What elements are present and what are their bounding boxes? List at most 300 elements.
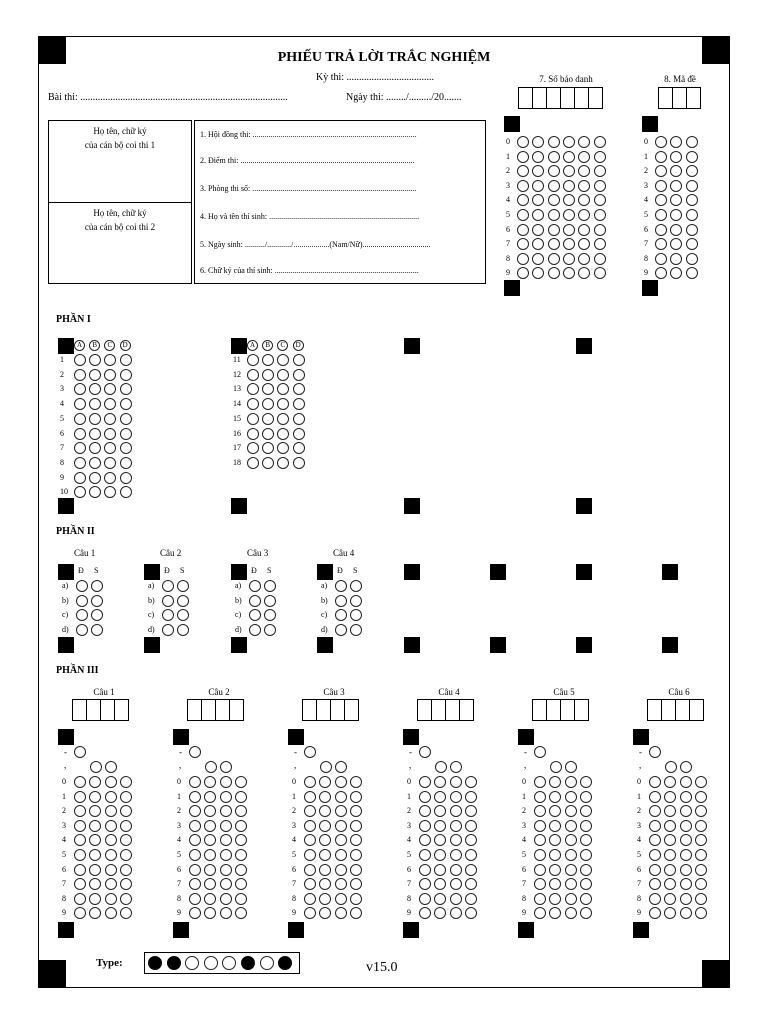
answer-bubble[interactable] [105,878,117,890]
answer-bubble[interactable] [105,834,117,846]
digit-box[interactable] [229,699,244,721]
answer-bubble[interactable] [120,369,132,381]
answer-bubble[interactable] [220,864,232,876]
answer-bubble[interactable] [220,878,232,890]
answer-bubble[interactable] [120,805,132,817]
answer-bubble[interactable] [293,369,305,381]
answer-bubble[interactable] [220,820,232,832]
digit-box[interactable] [431,699,446,721]
answer-bubble[interactable] [304,820,316,832]
answer-bubble[interactable] [74,457,86,469]
answer-bubble[interactable] [235,864,247,876]
answer-bubble[interactable] [304,776,316,788]
candidate-number-bubble[interactable] [548,253,560,265]
candidate-number-bubble[interactable] [594,194,606,206]
answer-bubble[interactable] [580,776,592,788]
candidate-number-bubble[interactable] [532,151,544,163]
info-field-5[interactable]: 5. Ngày sinh: ........../............/..................(Nam/Nữ).................................. [200,240,431,249]
exam-code-bubble[interactable] [686,165,698,177]
answer-bubble[interactable] [695,805,707,817]
answer-bubble[interactable] [450,820,462,832]
answer-bubble[interactable] [680,878,692,890]
answer-bubble[interactable] [465,849,477,861]
answer-bubble[interactable] [235,805,247,817]
answer-bubble[interactable] [105,820,117,832]
candidate-number-bubble[interactable] [563,253,575,265]
answer-bubble[interactable] [220,805,232,817]
digit-box[interactable] [215,699,230,721]
true-bubble[interactable] [162,595,174,607]
comma-bubble[interactable] [220,761,232,773]
comma-bubble[interactable] [450,761,462,773]
digit-box[interactable] [672,87,687,109]
answer-bubble[interactable] [680,834,692,846]
answer-bubble[interactable] [235,893,247,905]
answer-bubble[interactable] [105,776,117,788]
candidate-number-bubble[interactable] [563,180,575,192]
answer-bubble[interactable] [74,354,86,366]
answer-bubble[interactable] [580,849,592,861]
answer-bubble[interactable] [649,776,661,788]
answer-bubble[interactable] [89,820,101,832]
digit-box[interactable] [675,699,690,721]
answer-bubble[interactable] [335,878,347,890]
answer-bubble[interactable] [105,805,117,817]
answer-bubble[interactable] [450,878,462,890]
candidate-number-bubble[interactable] [548,224,560,236]
answer-bubble[interactable] [235,820,247,832]
answer-bubble[interactable] [89,413,101,425]
answer-bubble[interactable] [277,369,289,381]
digit-box[interactable] [302,699,317,721]
exam-code-bubble[interactable] [670,224,682,236]
answer-bubble[interactable] [277,428,289,440]
true-bubble[interactable] [249,624,261,636]
comma-bubble[interactable] [205,761,217,773]
digit-box[interactable] [560,87,575,109]
candidate-number-bubble[interactable] [563,151,575,163]
answer-bubble[interactable] [120,820,132,832]
true-bubble[interactable] [76,595,88,607]
answer-bubble[interactable] [565,907,577,919]
answer-bubble[interactable] [335,907,347,919]
answer-bubble[interactable] [120,354,132,366]
answer-bubble[interactable] [120,893,132,905]
exam-code-bubble[interactable] [655,180,667,192]
answer-bubble[interactable] [120,486,132,498]
answer-bubble[interactable] [235,878,247,890]
answer-bubble[interactable] [434,820,446,832]
answer-bubble[interactable] [465,791,477,803]
answer-bubble[interactable] [319,893,331,905]
digit-box[interactable] [574,699,589,721]
digit-box[interactable] [316,699,331,721]
minus-bubble[interactable] [534,746,546,758]
info-field-3[interactable]: 3. Phòng thi số: .................................................................................. [200,184,417,193]
digit-box[interactable] [417,699,432,721]
answer-bubble[interactable] [104,369,116,381]
answer-bubble[interactable] [534,849,546,861]
candidate-number-bubble[interactable] [517,151,529,163]
candidate-number-bubble[interactable] [532,253,544,265]
answer-bubble[interactable] [565,893,577,905]
digit-box[interactable] [459,699,474,721]
answer-digit-boxes[interactable] [418,699,474,721]
answer-bubble[interactable] [105,791,117,803]
candidate-number-bubble[interactable] [578,224,590,236]
digit-box[interactable] [574,87,589,109]
true-bubble[interactable] [249,595,261,607]
answer-bubble[interactable] [247,428,259,440]
candidate-number-bubble[interactable] [563,209,575,221]
candidate-number-bubble[interactable] [548,238,560,250]
candidate-number-bubble[interactable] [563,238,575,250]
answer-bubble[interactable] [335,776,347,788]
answer-bubble[interactable] [304,864,316,876]
candidate-number-bubble[interactable] [517,180,529,192]
answer-bubble[interactable] [74,428,86,440]
answer-bubble[interactable] [680,776,692,788]
answer-bubble[interactable] [262,413,274,425]
exam-code-bubble[interactable] [686,253,698,265]
exam-code-bubble[interactable] [686,180,698,192]
answer-bubble[interactable] [319,820,331,832]
comma-bubble[interactable] [320,761,332,773]
candidate-number-bubble[interactable] [594,253,606,265]
candidate-number-bubble[interactable] [548,165,560,177]
answer-bubble[interactable] [220,776,232,788]
answer-bubble[interactable] [450,864,462,876]
answer-bubble[interactable] [293,354,305,366]
answer-bubble[interactable] [649,849,661,861]
answer-bubble[interactable] [189,849,201,861]
false-bubble[interactable] [177,595,189,607]
answer-bubble[interactable] [565,849,577,861]
answer-bubble[interactable] [120,791,132,803]
answer-bubble[interactable] [335,849,347,861]
answer-bubble[interactable] [104,428,116,440]
answer-bubble[interactable] [220,791,232,803]
answer-bubble[interactable] [105,849,117,861]
candidate-number-bubble[interactable] [532,224,544,236]
answer-bubble[interactable] [450,834,462,846]
digit-box[interactable] [588,87,603,109]
answer-bubble[interactable] [419,776,431,788]
answer-bubble[interactable] [419,864,431,876]
candidate-number-bubble[interactable] [594,209,606,221]
answer-bubble[interactable] [105,907,117,919]
answer-bubble[interactable] [89,893,101,905]
false-bubble[interactable] [350,595,362,607]
candidate-number-bubble[interactable] [517,253,529,265]
answer-bubble[interactable] [74,864,86,876]
answer-bubble[interactable] [89,472,101,484]
answer-bubble[interactable] [680,791,692,803]
digit-box[interactable] [560,699,575,721]
answer-bubble[interactable] [465,864,477,876]
answer-bubble[interactable] [120,849,132,861]
minus-bubble[interactable] [649,746,661,758]
answer-bubble[interactable] [565,776,577,788]
answer-bubble[interactable] [649,893,661,905]
answer-bubble[interactable] [450,849,462,861]
answer-bubble[interactable] [534,791,546,803]
candidate-number-boxes[interactable] [519,87,603,109]
digit-box[interactable] [187,699,202,721]
answer-bubble[interactable] [74,369,86,381]
candidate-number-bubble[interactable] [548,194,560,206]
answer-bubble[interactable] [204,864,216,876]
minus-bubble[interactable] [304,746,316,758]
answer-bubble[interactable] [120,428,132,440]
answer-bubble[interactable] [350,820,362,832]
answer-bubble[interactable] [120,457,132,469]
answer-bubble[interactable] [419,820,431,832]
answer-bubble[interactable] [580,791,592,803]
info-field-1[interactable]: 1. Hội đồng thi: .................................................................................. [200,130,417,139]
answer-bubble[interactable] [204,820,216,832]
answer-bubble[interactable] [74,413,86,425]
exam-code-bubble[interactable] [670,180,682,192]
answer-bubble[interactable] [350,805,362,817]
answer-bubble[interactable] [105,864,117,876]
comma-bubble[interactable] [335,761,347,773]
candidate-number-bubble[interactable] [563,165,575,177]
answer-bubble[interactable] [695,849,707,861]
false-bubble[interactable] [264,624,276,636]
false-bubble[interactable] [350,624,362,636]
answer-bubble[interactable] [350,893,362,905]
answer-bubble[interactable] [335,834,347,846]
answer-bubble[interactable] [565,820,577,832]
answer-bubble[interactable] [465,776,477,788]
answer-bubble[interactable] [120,864,132,876]
exam-code-bubble[interactable] [670,151,682,163]
exam-code-bubble[interactable] [655,151,667,163]
answer-bubble[interactable] [235,849,247,861]
answer-bubble[interactable] [293,442,305,454]
answer-digit-boxes[interactable] [73,699,129,721]
answer-bubble[interactable] [450,776,462,788]
false-bubble[interactable] [91,580,103,592]
exam-code-bubble[interactable] [686,209,698,221]
answer-bubble[interactable] [649,864,661,876]
answer-bubble[interactable] [262,369,274,381]
exam-code-bubble[interactable] [686,151,698,163]
answer-bubble[interactable] [649,791,661,803]
exam-code-bubble[interactable] [686,238,698,250]
answer-bubble[interactable] [450,893,462,905]
answer-bubble[interactable] [419,849,431,861]
candidate-number-bubble[interactable] [594,165,606,177]
answer-bubble[interactable] [434,791,446,803]
answer-bubble[interactable] [534,776,546,788]
answer-bubble[interactable] [335,864,347,876]
answer-bubble[interactable] [664,791,676,803]
candidate-number-bubble[interactable] [548,136,560,148]
true-bubble[interactable] [76,580,88,592]
answer-bubble[interactable] [120,413,132,425]
answer-bubble[interactable] [434,893,446,905]
answer-bubble[interactable] [664,820,676,832]
digit-box[interactable] [445,699,460,721]
candidate-number-bubble[interactable] [578,180,590,192]
answer-bubble[interactable] [580,864,592,876]
answer-bubble[interactable] [465,893,477,905]
exam-code-bubble[interactable] [655,136,667,148]
false-bubble[interactable] [91,624,103,636]
candidate-number-bubble[interactable] [563,224,575,236]
answer-bubble[interactable] [89,457,101,469]
answer-bubble[interactable] [262,428,274,440]
answer-bubble[interactable] [695,864,707,876]
false-bubble[interactable] [177,580,189,592]
candidate-number-bubble[interactable] [594,136,606,148]
answer-bubble[interactable] [89,791,101,803]
true-bubble[interactable] [249,580,261,592]
digit-box[interactable] [546,699,561,721]
answer-bubble[interactable] [534,893,546,905]
answer-bubble[interactable] [74,820,86,832]
answer-bubble[interactable] [580,820,592,832]
false-bubble[interactable] [350,580,362,592]
answer-bubble[interactable] [189,776,201,788]
answer-bubble[interactable] [120,472,132,484]
answer-bubble[interactable] [319,791,331,803]
answer-bubble[interactable] [680,805,692,817]
answer-digit-boxes[interactable] [188,699,244,721]
answer-bubble[interactable] [220,893,232,905]
minus-bubble[interactable] [189,746,201,758]
answer-bubble[interactable] [74,776,86,788]
answer-bubble[interactable] [120,776,132,788]
answer-bubble[interactable] [335,791,347,803]
answer-bubble[interactable] [293,413,305,425]
false-bubble[interactable] [264,580,276,592]
answer-bubble[interactable] [247,457,259,469]
comma-bubble[interactable] [565,761,577,773]
answer-bubble[interactable] [450,791,462,803]
candidate-number-bubble[interactable] [548,151,560,163]
answer-bubble[interactable] [247,354,259,366]
digit-box[interactable] [532,87,547,109]
answer-bubble[interactable] [235,791,247,803]
true-bubble[interactable] [335,595,347,607]
digit-box[interactable] [518,87,533,109]
answer-bubble[interactable] [465,820,477,832]
candidate-number-bubble[interactable] [517,209,529,221]
answer-bubble[interactable] [319,864,331,876]
digit-box[interactable] [689,699,704,721]
comma-bubble[interactable] [665,761,677,773]
answer-bubble[interactable] [220,834,232,846]
candidate-number-bubble[interactable] [532,180,544,192]
answer-digit-boxes[interactable] [303,699,359,721]
comma-bubble[interactable] [105,761,117,773]
candidate-number-bubble[interactable] [548,267,560,279]
answer-bubble[interactable] [293,398,305,410]
candidate-number-bubble[interactable] [594,238,606,250]
candidate-number-bubble[interactable] [594,224,606,236]
answer-bubble[interactable] [695,820,707,832]
answer-bubble[interactable] [565,805,577,817]
digit-box[interactable] [86,699,101,721]
candidate-number-bubble[interactable] [517,136,529,148]
comma-bubble[interactable] [680,761,692,773]
answer-bubble[interactable] [335,820,347,832]
answer-bubble[interactable] [247,369,259,381]
comma-bubble[interactable] [550,761,562,773]
answer-bubble[interactable] [89,428,101,440]
answer-bubble[interactable] [680,849,692,861]
exam-code-bubble[interactable] [655,224,667,236]
exam-code-bubble[interactable] [686,194,698,206]
candidate-number-bubble[interactable] [594,180,606,192]
answer-bubble[interactable] [419,893,431,905]
answer-bubble[interactable] [247,413,259,425]
answer-bubble[interactable] [74,893,86,905]
answer-bubble[interactable] [680,820,692,832]
answer-bubble[interactable] [247,398,259,410]
answer-bubble[interactable] [580,805,592,817]
answer-bubble[interactable] [235,776,247,788]
answer-bubble[interactable] [434,864,446,876]
answer-bubble[interactable] [565,834,577,846]
digit-box[interactable] [201,699,216,721]
candidate-number-bubble[interactable] [548,180,560,192]
answer-bubble[interactable] [335,893,347,905]
answer-bubble[interactable] [204,791,216,803]
answer-bubble[interactable] [262,457,274,469]
answer-bubble[interactable] [565,878,577,890]
exam-code-bubble[interactable] [686,136,698,148]
answer-bubble[interactable] [350,878,362,890]
digit-box[interactable] [344,699,359,721]
answer-bubble[interactable] [680,864,692,876]
digit-box[interactable] [661,699,676,721]
exam-code-bubble[interactable] [686,224,698,236]
answer-bubble[interactable] [350,864,362,876]
answer-bubble[interactable] [293,457,305,469]
answer-bubble[interactable] [74,398,86,410]
answer-bubble[interactable] [565,864,577,876]
answer-bubble[interactable] [549,791,561,803]
candidate-number-bubble[interactable] [548,209,560,221]
answer-bubble[interactable] [649,820,661,832]
false-bubble[interactable] [264,595,276,607]
candidate-number-bubble[interactable] [594,267,606,279]
answer-bubble[interactable] [664,864,676,876]
answer-bubble[interactable] [465,805,477,817]
answer-bubble[interactable] [89,864,101,876]
true-bubble[interactable] [76,624,88,636]
exam-code-bubble[interactable] [655,209,667,221]
answer-bubble[interactable] [565,791,577,803]
digit-box[interactable] [100,699,115,721]
digit-box[interactable] [686,87,701,109]
answer-bubble[interactable] [549,864,561,876]
minus-bubble[interactable] [419,746,431,758]
digit-box[interactable] [330,699,345,721]
answer-bubble[interactable] [695,776,707,788]
answer-bubble[interactable] [450,805,462,817]
answer-bubble[interactable] [534,820,546,832]
answer-bubble[interactable] [74,849,86,861]
answer-digit-boxes[interactable] [533,699,589,721]
answer-bubble[interactable] [350,776,362,788]
answer-bubble[interactable] [680,907,692,919]
answer-bubble[interactable] [120,878,132,890]
